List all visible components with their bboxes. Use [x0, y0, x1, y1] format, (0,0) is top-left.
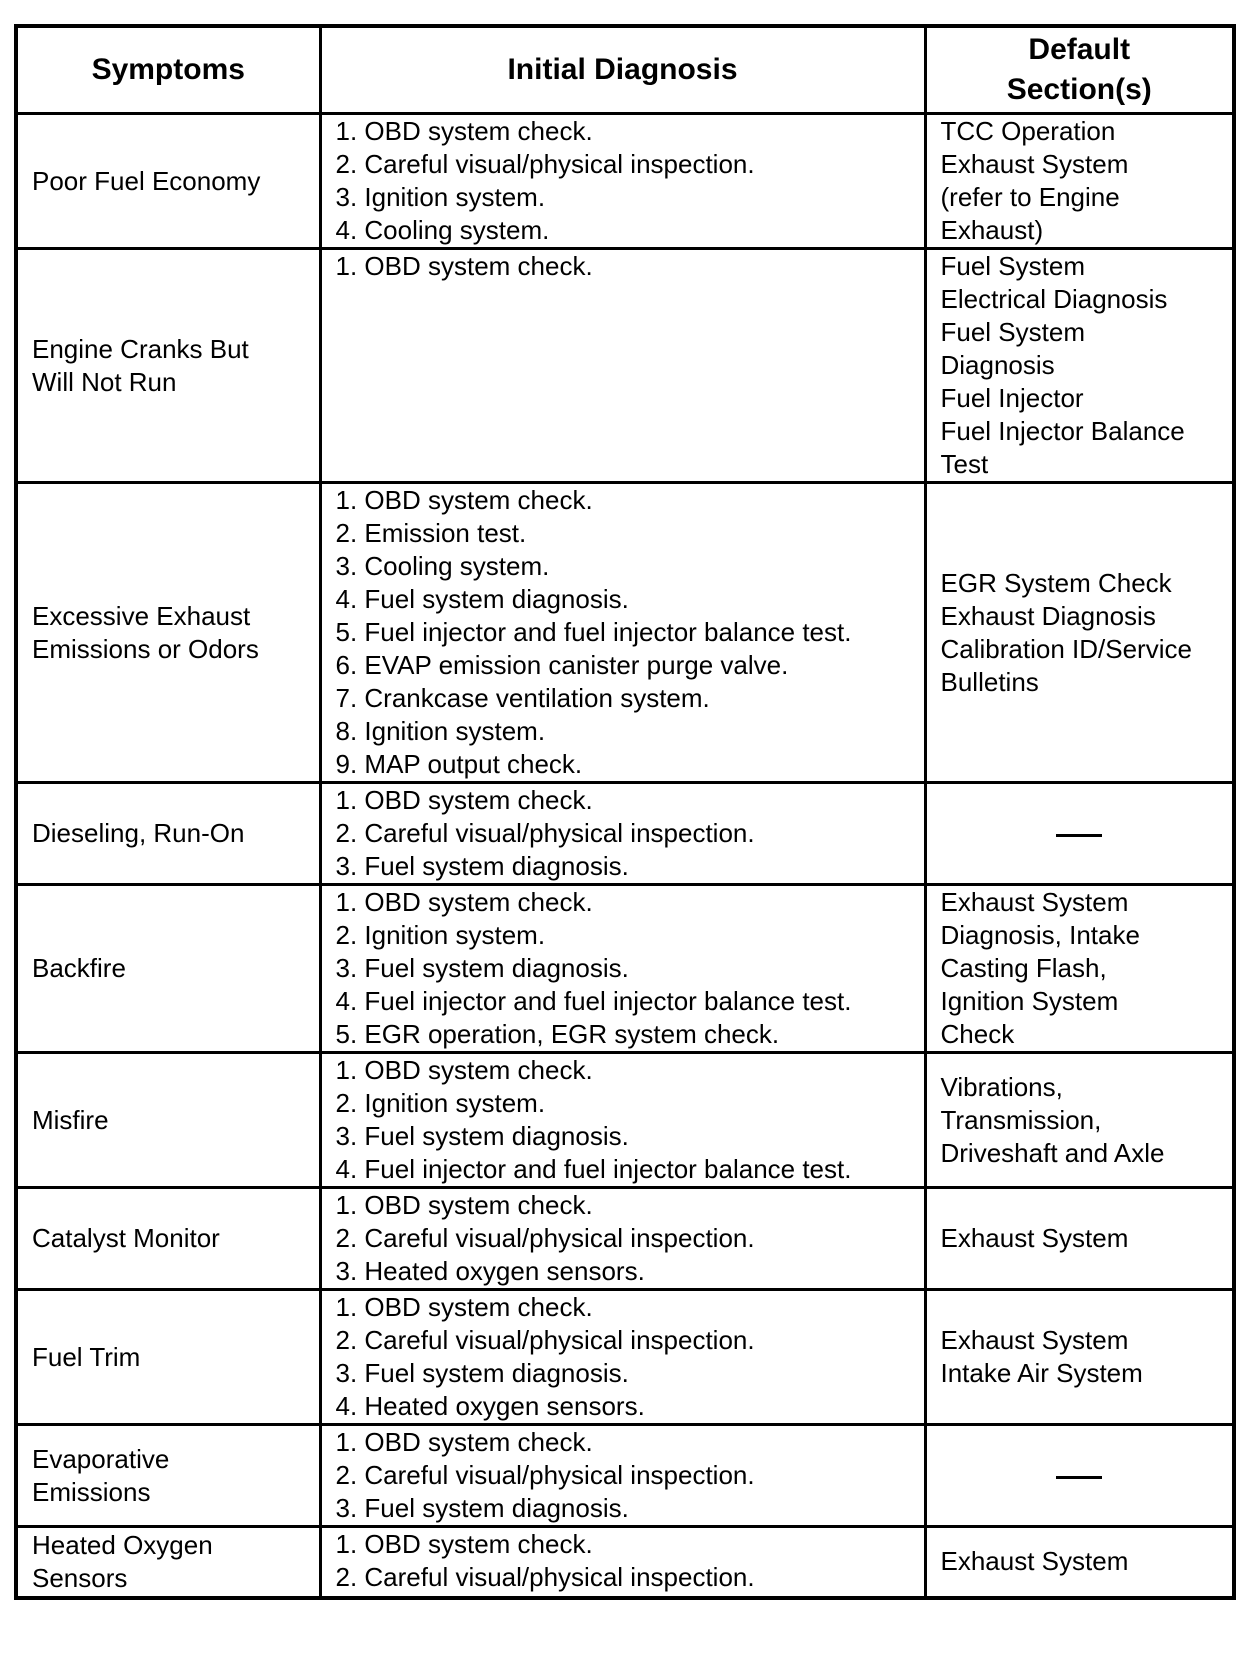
- header-symptoms: Symptoms: [16, 26, 320, 114]
- diagnosis-cell-line: 3. Fuel system diagnosis.: [335, 1493, 629, 1523]
- diagnosis-cell: [320, 1188, 925, 1290]
- diagnosis-cell-line: 5. EGR operation, EGR system check.: [335, 1019, 780, 1049]
- sections-cell-line: TCC Operation: [940, 116, 1116, 146]
- symptom-cell-line: Catalyst Monitor: [32, 1223, 220, 1253]
- diagnosis-cell-line: 3. Heated oxygen sensors.: [335, 1256, 645, 1286]
- symptom-cell-line: Backfire: [32, 953, 126, 983]
- diagnosis-cell-line: 1. OBD system check.: [335, 1427, 593, 1457]
- symptom-cell-line: Misfire: [32, 1104, 109, 1135]
- diagnosis-cell-line: 4. Fuel injector and fuel injector balance test.: [335, 986, 852, 1016]
- diagnosis-cell-line: 5. Fuel injector and fuel injector balance test.: [335, 617, 852, 647]
- sections-cell-line: Fuel Injector: [940, 383, 1084, 413]
- symptom-cell: [16, 483, 320, 783]
- symptom-cell: [16, 1188, 320, 1290]
- diagnosis-cell: [320, 483, 925, 783]
- sections-cell-line: Fuel System: [940, 317, 1085, 347]
- diagnosis-cell-line: 1. OBD system check.: [335, 887, 593, 917]
- diagnosis-cell-line: 1. OBD system check.: [335, 251, 593, 281]
- sections-cell-line: Check: [940, 1019, 1015, 1049]
- diagnosis-cell-line: 4. Heated oxygen sensors.: [335, 1391, 645, 1421]
- diagnosis-cell-line: 3. Ignition system.: [335, 182, 546, 212]
- symptom-cell-line: Emissions: [32, 1476, 151, 1507]
- diagnosis-cell-line: 2. Ignition system.: [335, 920, 546, 950]
- table-row: [16, 114, 1234, 249]
- diagnosis-cell-line: 2. Careful visual/physical inspection.: [335, 1325, 755, 1355]
- table-row: [16, 249, 1234, 483]
- symptom-cell-line: Engine Cranks But: [32, 333, 249, 364]
- diagnosis-cell: [320, 114, 925, 249]
- diagnosis-cell-line: 1. OBD system check.: [335, 785, 593, 815]
- sections-cell-line: Casting Flash,: [940, 953, 1107, 983]
- sections-cell-line: Fuel Injector Balance: [940, 416, 1185, 446]
- table-row: [16, 1188, 1234, 1290]
- diagnosis-cell-line: 2. Emission test.: [335, 518, 527, 548]
- symptom-cell-line: Will Not Run: [32, 366, 177, 397]
- symptom-cell: [16, 1290, 320, 1425]
- table-row: [16, 1425, 1234, 1527]
- symptom-cell: [16, 885, 320, 1053]
- sections-cell: [925, 483, 1234, 783]
- diagnosis-cell-line: 1. OBD system check.: [335, 485, 593, 515]
- diagnosis-cell-line: 1. OBD system check.: [335, 1190, 593, 1220]
- sections-cell-line: Bulletins: [940, 666, 1039, 697]
- diagnosis-cell-line: 4. Fuel system diagnosis.: [335, 584, 629, 614]
- diagnosis-cell-line: 4. Cooling system.: [335, 215, 550, 245]
- diagnosis-cell: [320, 249, 925, 483]
- symptom-cell-line: Evaporative: [32, 1443, 170, 1474]
- sections-cell-line: Transmission,: [940, 1104, 1102, 1135]
- header-row: [16, 26, 1234, 114]
- diagnosis-cell-line: 1. OBD system check.: [335, 1055, 593, 1085]
- diagnosis-cell-line: 1. OBD system check.: [335, 1292, 593, 1322]
- diagnosis-cell-line: 1. OBD system check.: [335, 116, 593, 146]
- symptom-cell: [16, 1527, 320, 1598]
- sections-cell-line: Vibrations,: [940, 1071, 1063, 1102]
- sections-cell: [925, 783, 1234, 885]
- sections-cell-line: Driveshaft and Axle: [940, 1137, 1165, 1168]
- table-row: [16, 885, 1234, 1053]
- header-initial-diagnosis: Initial Diagnosis: [320, 26, 925, 114]
- header-sections-line: Default: [1028, 33, 1131, 66]
- symptom-cell: [16, 1053, 320, 1188]
- diagnosis-cell: [320, 1053, 925, 1188]
- diagnosis-cell: [320, 885, 925, 1053]
- diagnosis-cell-line: 4. Fuel injector and fuel injector balance test.: [335, 1154, 852, 1184]
- diagnosis-cell-line: 1. OBD system check.: [335, 1529, 593, 1559]
- diagnosis-cell-line: 3. Fuel system diagnosis.: [335, 1358, 629, 1388]
- symptom-cell-line: Excessive Exhaust: [32, 600, 251, 631]
- diagnosis-cell-line: 2. Careful visual/physical inspection.: [335, 1562, 755, 1592]
- sections-cell: [925, 1188, 1234, 1290]
- sections-cell-line: Electrical Diagnosis: [940, 284, 1168, 314]
- symptom-cell: [16, 114, 320, 249]
- sections-cell: [925, 114, 1234, 249]
- sections-cell: [925, 1053, 1234, 1188]
- symptom-cell: [16, 1425, 320, 1527]
- header-sections-line: Section(s): [1006, 73, 1152, 106]
- sections-cell: [925, 885, 1234, 1053]
- sections-cell-line: EGR System Check: [940, 567, 1172, 598]
- sections-cell-line: Diagnosis: [940, 350, 1055, 380]
- sections-cell-line: Exhaust Diagnosis: [940, 600, 1156, 631]
- diagnosis-cell-line: 2. Careful visual/physical inspection.: [335, 149, 755, 179]
- sections-cell-line: Exhaust System: [940, 887, 1129, 917]
- symptom-cell: [16, 783, 320, 885]
- diagnosis-cell-line: 3. Fuel system diagnosis.: [335, 851, 629, 881]
- table-body: [16, 114, 1234, 1598]
- diagnosis-cell-line: 9. MAP output check.: [335, 749, 583, 779]
- diagnosis-table: [14, 24, 1236, 1600]
- table-row: [16, 1290, 1234, 1425]
- none-dash: [1056, 834, 1102, 837]
- symptom-cell-line: Emissions or Odors: [32, 633, 259, 664]
- sections-cell: [925, 249, 1234, 483]
- diagnosis-cell-line: 2. Ignition system.: [335, 1088, 546, 1118]
- sections-cell: [925, 1425, 1234, 1527]
- sections-cell-line: Exhaust System: [940, 1223, 1129, 1253]
- diagnosis-cell-line: 2. Careful visual/physical inspection.: [335, 818, 755, 848]
- diagnosis-cell-line: 3. Fuel system diagnosis.: [335, 1121, 629, 1151]
- symptom-cell-line: Heated Oxygen: [32, 1529, 213, 1560]
- sections-cell-line: Test: [940, 449, 989, 479]
- diagnosis-cell-line: 2. Careful visual/physical inspection.: [335, 1460, 755, 1490]
- sections-cell-line: Exhaust System: [940, 1546, 1129, 1577]
- symptom-cell-line: Fuel Trim: [32, 1341, 141, 1372]
- diagnosis-cell: [320, 1527, 925, 1598]
- diagnosis-cell-line: 3. Cooling system.: [335, 551, 550, 581]
- diagnosis-cell-line: 7. Crankcase ventilation system.: [335, 683, 710, 713]
- sections-cell-line: Fuel System: [940, 251, 1085, 281]
- sections-cell-line: Diagnosis, Intake: [940, 920, 1140, 950]
- sections-cell-line: Exhaust): [940, 215, 1044, 245]
- table-row: [16, 1053, 1234, 1188]
- table-row: [16, 1527, 1234, 1598]
- diagnosis-cell-line: 6. EVAP emission canister purge valve.: [335, 650, 789, 680]
- sections-cell-line: Intake Air System: [940, 1358, 1143, 1388]
- diagnosis-cell: [320, 1425, 925, 1527]
- sections-cell-line: Exhaust System: [940, 1325, 1129, 1355]
- header-default-sections: [925, 26, 1234, 114]
- symptom-cell-line: Dieseling, Run-On: [32, 818, 245, 848]
- symptom-cell-line: Poor Fuel Economy: [32, 165, 261, 196]
- sections-cell-line: Ignition System: [940, 986, 1119, 1016]
- none-dash: [1056, 1476, 1102, 1479]
- diagnosis-cell-line: 2. Careful visual/physical inspection.: [335, 1223, 755, 1253]
- symptom-cell: [16, 249, 320, 483]
- symptom-cell-line: Sensors: [32, 1562, 128, 1593]
- diagnosis-cell: [320, 783, 925, 885]
- diagnosis-cell: [320, 1290, 925, 1425]
- sections-cell-line: Exhaust System: [940, 149, 1129, 179]
- sections-cell-line: Calibration ID/Service: [940, 633, 1192, 664]
- table-row: [16, 783, 1234, 885]
- table-row: [16, 483, 1234, 783]
- sections-cell: [925, 1527, 1234, 1598]
- sections-cell: [925, 1290, 1234, 1425]
- sections-cell-line: (refer to Engine: [940, 182, 1120, 212]
- diagnosis-cell-line: 3. Fuel system diagnosis.: [335, 953, 629, 983]
- diagnosis-cell-line: 8. Ignition system.: [335, 716, 546, 746]
